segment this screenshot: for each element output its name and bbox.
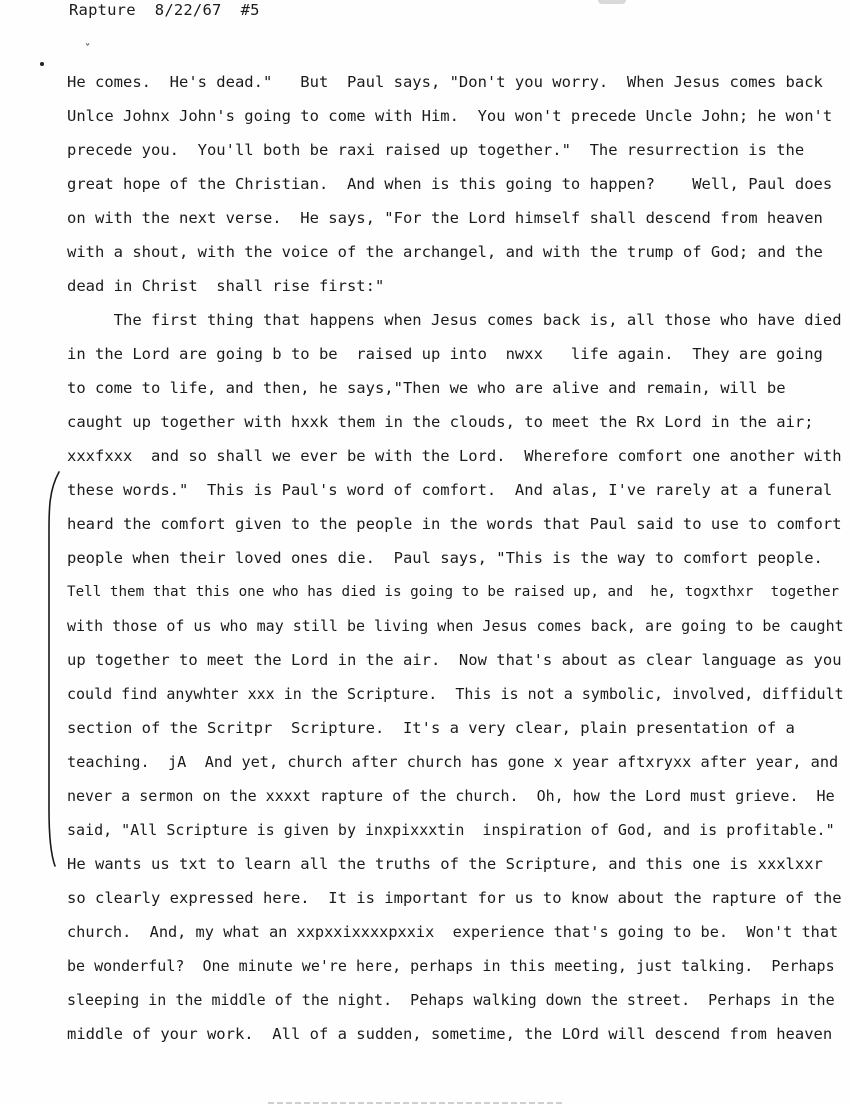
pen-tick-mark: ˇ [84,42,92,56]
text-line: Tell them that this one who has died is going to be raised up, and he, togxthxr together [67,584,840,600]
text-line: section of the Scritpr Scripture. It's a very clear, plain presentation of a [67,719,795,737]
text-line: said, "All Scripture is given by inxpixxxtin inspiration of God, and is profitable." [67,821,835,839]
paper-mark-bottom [268,1102,563,1104]
text-line: great hope of the Christian. And when is this going to happen? Well, Paul does [67,175,833,193]
text-line: church. And, my what an xxpxxixxxxpxxix experience that's going to be. Won't that [67,923,839,941]
text-line: The first thing that happens when Jesus comes back is, all those who have died [67,311,842,329]
text-line: middle of your work. All of a sudden, sometime, the LOrd will descend from heaven [67,1025,833,1043]
text-line: Unlce Johnx John's going to come with Him. You won't precede Uncle John; he won't [67,107,833,125]
text-line: be wonderful? One minute we're here, perhaps in this meeting, just talking. Perhaps [67,957,835,975]
text-line: He comes. He's dead." But Paul says, "Don't you worry. When Jesus comes back [67,73,823,91]
text-line: so clearly expressed here. It is important for us to know about the rapture of the [67,889,842,907]
margin-dot [40,62,44,66]
text-line: caught up together with hxxk them in the clouds, to meet the Rx Lord in the air; [67,413,814,431]
text-line: never a sermon on the xxxxt rapture of the church. Oh, how the Lord must grieve. He [67,787,835,805]
text-line: people when their loved ones die. Paul says, "This is the way to comfort people. [67,549,823,567]
page-header: Rapture 8/22/67 #5 [69,1,260,19]
text-line: with a shout, with the voice of the archangel, and with the trump of God; and the [67,243,823,261]
text-line: with those of us who may still be living when Jesus comes back, are going to be caught [67,617,844,635]
margin-bracket [43,470,63,868]
text-line: sleeping in the middle of the night. Pehaps walking down the street. Perhaps in the [67,991,835,1009]
text-line: could find anywhter xxx in the Scripture. This is not a symbolic, involved, diffidult [67,685,844,703]
text-line: on with the next verse. He says, "For the Lord himself shall descend from heaven [67,209,823,227]
text-line: up together to meet the Lord in the air. Now that's about as clear language as you [67,651,842,669]
text-line: He wants us txt to learn all the truths of the Scripture, and this one is xxxlxxr [67,855,823,873]
text-line: these words." This is Paul's word of comfort. And alas, I've rarely at a funeral [67,481,833,499]
text-line: heard the comfort given to the people in the words that Paul said to use to comfort [67,515,842,533]
text-line: dead in Christ shall rise first:" [67,277,385,295]
text-line: in the Lord are going b to be raised up into nwxx life again. They are going [67,345,823,363]
text-line: precede you. You'll both be raxi raised up together." The resurrection is the [67,141,805,159]
paper-mark-top [598,0,626,4]
text-line: xxxfxxx and so shall we ever be with the Lord. Wherefore comfort one another with [67,447,842,465]
text-line: to come to life, and then, he says,"Then we who are alive and remain, will be [67,379,786,397]
text-line: teaching. jA And yet, church after church has gone x year aftxryxx after year, and [67,753,839,771]
